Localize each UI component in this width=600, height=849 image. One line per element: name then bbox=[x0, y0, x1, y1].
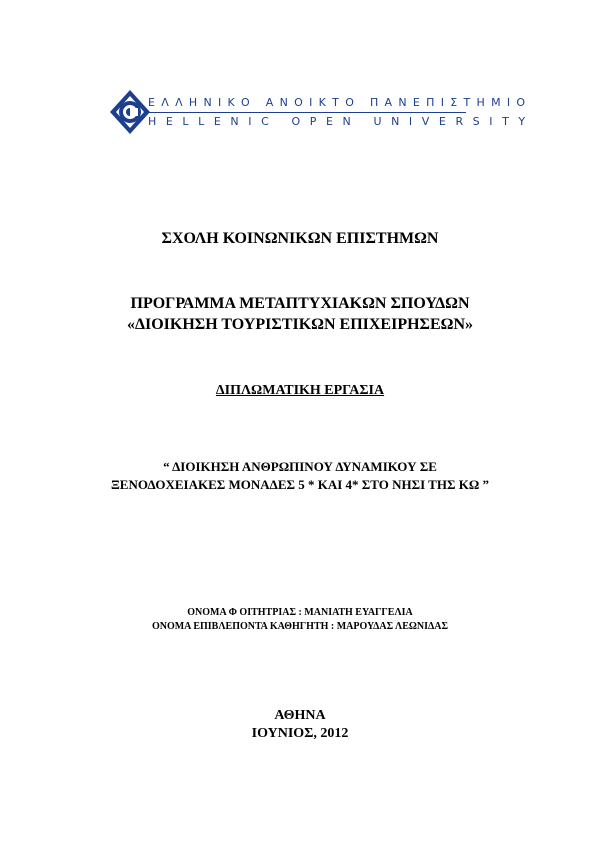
thesis-topic bbox=[0, 458, 600, 494]
program-line-2: «ΔΙΟΙΚΗΣΗ ΤΟΥΡΙΣΤΙΚΩΝ ΕΠΙΧΕΙΡΗΣΕΩΝ» bbox=[126, 316, 474, 333]
thesis-label: ΔΙΠΛΩΜΑΤΙΚΗ ΕΡΓΑΣΙΑ bbox=[215, 383, 385, 398]
supervisor-name: ΟΝΟΜΑ ΕΠΙΒΛΕΠΟΝΤΑ ΚΑΘΗΓΗΤΗ : ΜΑΡΟΥΔΑΣ ΛΕΩΝΙΔΑΣ bbox=[151, 621, 449, 632]
program-line-1: ΠΡΟΓΡΑΜΜΑ ΜΕΤΑΠΤΥΧΙΑΚΩΝ ΣΠΟΥΔΩΝ bbox=[130, 295, 470, 312]
university-logo bbox=[108, 88, 535, 144]
school-title: ΣΧΟΛΗ ΚΟΙΝΩΝΙΚΩΝ ΕΠΙΣΤΗΜΩΝ bbox=[161, 230, 439, 247]
logo-divider bbox=[144, 112, 466, 113]
program-title bbox=[0, 293, 600, 335]
student-name: ΟΝΟΜΑ Φ ΟΙΤΗΤΡΙΑΣ : ΜΑΝΙΑΤΗ ΕΥΑΓΓΕΛΙΑ bbox=[187, 607, 413, 618]
logo-greek-name: ΕΛΛΗΝΙΚΟ ΑΝΟΙΚΤΟ ΠΑΝΕΠΙΣΤΗΜΙΟ bbox=[148, 96, 532, 109]
date: ΙΟΥΝΙΟΣ, 2012 bbox=[251, 726, 349, 741]
author-info bbox=[0, 606, 600, 634]
place-date bbox=[0, 707, 600, 743]
logo-english-name: HELLENIC OPEN UNIVERSITY bbox=[148, 115, 535, 128]
topic-line-2: ΞΕΝΟΔΟΧΕΙΑΚΕΣ ΜΟΝΑΔΕΣ 5 * ΚΑΙ 4* ΣΤΟ ΝΗΣΙ ΤΗΣ ΚΩ ” bbox=[111, 477, 489, 492]
topic-line-1: “ ΔΙΟΙΚΗΣΗ ΑΝΘΡΩΠΙΝΟΥ ΔΥΝΑΜΙΚΟΥ ΣΕ bbox=[163, 459, 437, 474]
city: ΑΘΗΝΑ bbox=[274, 708, 326, 723]
